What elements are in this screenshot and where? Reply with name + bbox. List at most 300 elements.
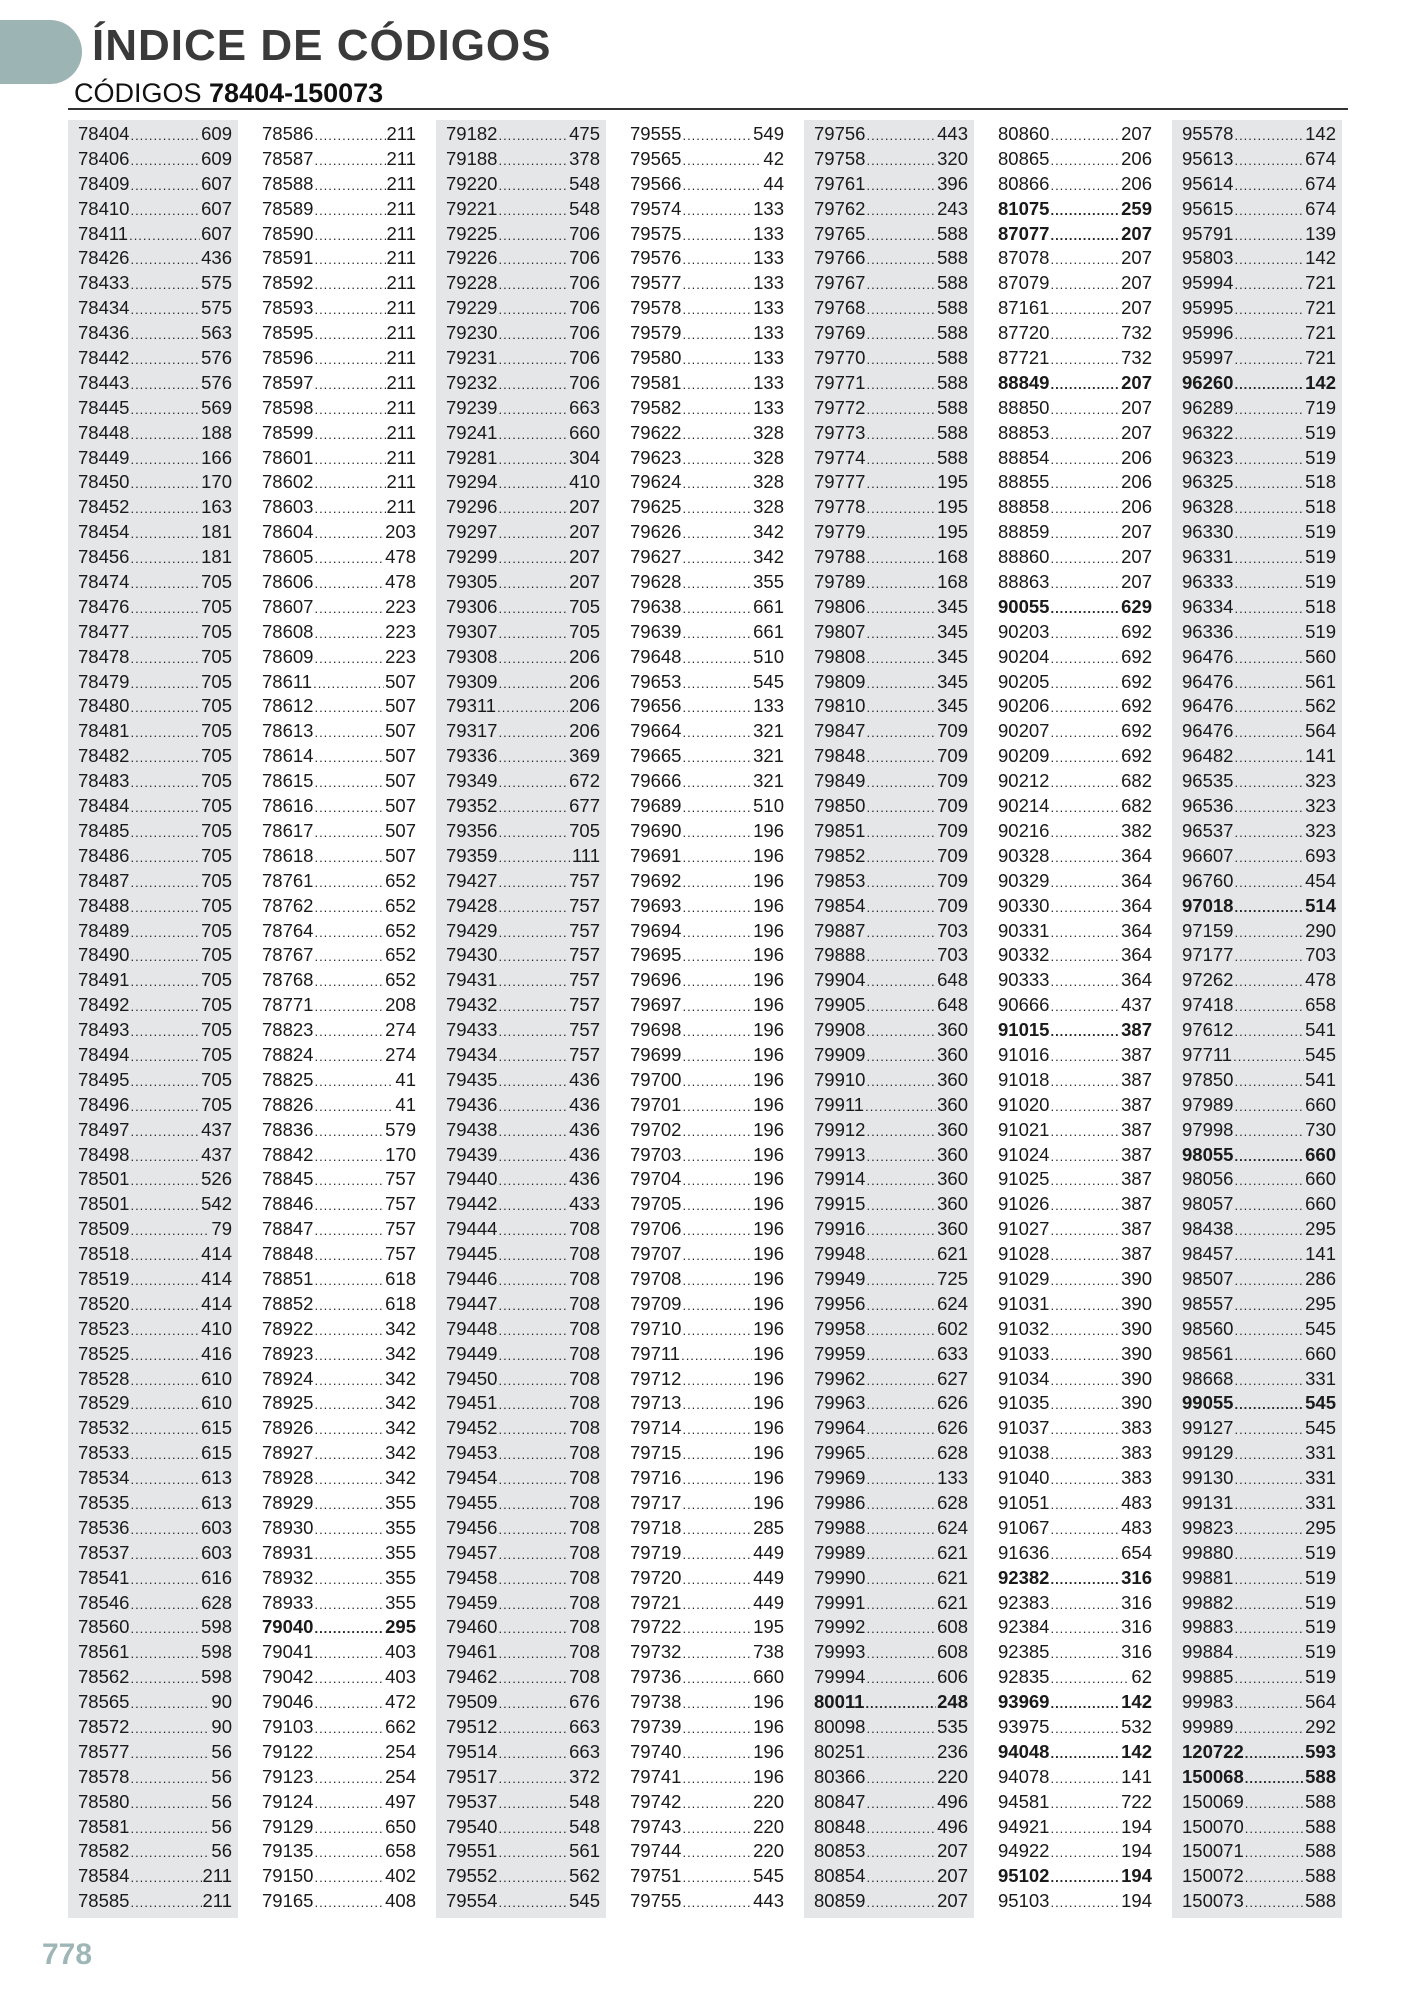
entry-page: 387 — [1121, 1093, 1152, 1115]
entry-code: 79574 — [630, 197, 682, 219]
entry-page: 211 — [386, 396, 416, 418]
entry-code: 78495 — [78, 1068, 130, 1090]
entry-page: 387 — [1121, 1118, 1152, 1140]
entry-leader-dots — [682, 522, 752, 547]
index-entry — [252, 819, 422, 844]
index-entry — [620, 470, 790, 495]
index-entry — [436, 794, 606, 819]
entry-page: 142 — [1121, 1691, 1152, 1713]
entry-code: 78598 — [262, 396, 314, 418]
entry-page: 437 — [1121, 994, 1152, 1016]
entry-leader-dots — [866, 1642, 936, 1667]
index-entry — [988, 1167, 1158, 1192]
entry-code: 79956 — [814, 1292, 866, 1314]
index-entry — [804, 1566, 974, 1591]
entry-page: 436 — [569, 1093, 600, 1115]
entry-page: 705 — [201, 720, 232, 742]
entry-leader-dots — [130, 945, 200, 970]
entry-code: 78847 — [262, 1218, 314, 1240]
entry-leader-dots — [866, 398, 936, 423]
entry-code: 91038 — [998, 1442, 1050, 1464]
entry-leader-dots — [130, 1269, 200, 1294]
entry-leader-dots — [682, 1020, 752, 1045]
entry-page: 507 — [385, 844, 416, 866]
entry-code: 79740 — [630, 1740, 682, 1762]
entry-code: 79306 — [446, 595, 498, 617]
index-entry — [1172, 1367, 1342, 1392]
entry-page: 79 — [211, 1218, 232, 1240]
index-entry — [620, 1516, 790, 1541]
entry-code: 91026 — [998, 1193, 1050, 1215]
entry-page: 360 — [937, 1193, 968, 1215]
index-entry — [1172, 645, 1342, 670]
entry-page: 560 — [1305, 645, 1336, 667]
entry-page: 629 — [1121, 595, 1152, 617]
entry-leader-dots — [1050, 672, 1120, 697]
index-entry — [988, 1391, 1158, 1416]
entry-page: 323 — [1305, 770, 1336, 792]
entry-code: 78532 — [78, 1417, 130, 1439]
entry-code: 80865 — [998, 147, 1050, 169]
entry-page: 133 — [753, 396, 784, 418]
entry-page: 676 — [569, 1691, 600, 1713]
index-entry — [436, 1815, 606, 1840]
entry-page: 648 — [937, 969, 968, 991]
entry-page: 549 — [753, 123, 784, 144]
index-entry — [252, 122, 422, 147]
entry-page: 588 — [1305, 1890, 1336, 1912]
index-entry — [804, 769, 974, 794]
entry-code: 78825 — [262, 1068, 314, 1090]
entry-leader-dots — [866, 1841, 936, 1866]
entry-leader-dots — [1050, 1543, 1120, 1568]
entry-code: 79452 — [446, 1417, 498, 1439]
entry-page: 706 — [569, 297, 600, 319]
index-entry — [804, 919, 974, 944]
entry-leader-dots — [682, 672, 752, 697]
entry-page: 170 — [385, 1143, 416, 1165]
entry-code: 79693 — [630, 894, 682, 916]
entry-code: 78481 — [78, 720, 130, 742]
entry-page: 328 — [753, 421, 784, 443]
entry-code: 78561 — [78, 1641, 130, 1663]
index-entry — [804, 1765, 974, 1790]
entry-page: 588 — [937, 297, 968, 319]
entry-leader-dots — [866, 522, 936, 547]
entry-leader-dots — [866, 1418, 936, 1443]
entry-page: 624 — [937, 1292, 968, 1314]
entry-leader-dots — [130, 1617, 200, 1642]
entry-leader-dots — [1050, 1443, 1120, 1468]
entry-page: 321 — [753, 720, 784, 742]
entry-page: 207 — [1121, 272, 1152, 294]
entry-code: 80098 — [814, 1716, 866, 1737]
index-entry — [1172, 844, 1342, 869]
entry-code: 91016 — [998, 1043, 1050, 1065]
index-entry — [620, 645, 790, 670]
index-entry — [804, 321, 974, 346]
entry-code: 78923 — [262, 1342, 314, 1364]
entry-page: 757 — [569, 1019, 600, 1041]
entry-page: 323 — [1305, 819, 1336, 841]
entry-page: 545 — [1305, 1392, 1336, 1414]
entry-leader-dots — [1234, 273, 1304, 298]
entry-page: 196 — [753, 894, 784, 916]
entry-code: 78933 — [262, 1591, 314, 1613]
entry-leader-dots — [682, 1070, 752, 1095]
entry-leader-dots — [130, 1319, 200, 1344]
index-entry — [804, 1441, 974, 1466]
index-entry — [68, 1118, 238, 1143]
entry-page: 194 — [1121, 1815, 1152, 1837]
index-entry — [804, 794, 974, 819]
entry-page: 437 — [201, 1118, 232, 1140]
entry-code: 78565 — [78, 1691, 130, 1713]
index-entry — [436, 1192, 606, 1217]
entry-page: 274 — [385, 1043, 416, 1065]
entry-page: 569 — [201, 396, 232, 418]
index-entry — [620, 222, 790, 247]
entry-leader-dots — [866, 1145, 936, 1170]
entry-leader-dots — [1050, 1593, 1120, 1618]
entry-page: 181 — [201, 521, 232, 543]
entry-page: 211 — [386, 471, 416, 493]
entry-page: 703 — [937, 944, 968, 966]
index-entry — [1172, 1267, 1342, 1292]
entry-page: 654 — [1121, 1541, 1152, 1563]
entry-leader-dots — [1234, 696, 1304, 721]
entry-leader-dots — [130, 497, 200, 522]
entry-code: 78595 — [262, 322, 314, 344]
entry-page: 661 — [753, 595, 784, 617]
index-entry — [620, 1491, 790, 1516]
index-entry — [1172, 968, 1342, 993]
index-entry — [988, 172, 1158, 197]
index-entry — [804, 1790, 974, 1815]
entry-page: 196 — [753, 1292, 784, 1314]
entry-leader-dots — [314, 821, 384, 846]
entry-code: 79434 — [446, 1043, 498, 1065]
page-number: 778 — [42, 1938, 93, 1971]
index-entry — [1172, 1192, 1342, 1217]
entry-code: 78489 — [78, 919, 130, 941]
entry-leader-dots — [1234, 597, 1304, 622]
entry-code: 78926 — [262, 1417, 314, 1439]
entry-page: 545 — [569, 1890, 600, 1912]
entry-page: 610 — [201, 1392, 232, 1414]
entry-page: 705 — [201, 894, 232, 916]
entry-code: 98560 — [1182, 1317, 1234, 1339]
entry-leader-dots — [1234, 1493, 1304, 1518]
entry-page: 211 — [386, 446, 416, 468]
entry-page: 518 — [1305, 595, 1336, 617]
entry-leader-dots — [1234, 796, 1304, 821]
entry-code: 96336 — [1182, 620, 1234, 642]
entry-page: 206 — [569, 695, 600, 717]
index-entry — [804, 1143, 974, 1168]
entry-page: 588 — [937, 272, 968, 294]
entry-code: 79447 — [446, 1292, 498, 1314]
entry-code: 78591 — [262, 247, 314, 269]
subtitle-range: 78404-150073 — [209, 78, 384, 108]
entry-code: 92383 — [998, 1591, 1050, 1613]
entry-page: 211 — [386, 322, 416, 344]
entry-code: 97850 — [1182, 1068, 1234, 1090]
index-entry — [436, 197, 606, 222]
index-entry — [252, 1167, 422, 1192]
entry-page: 133 — [753, 695, 784, 717]
entry-leader-dots — [682, 273, 752, 298]
entry-leader-dots — [1234, 1120, 1304, 1145]
index-entry — [620, 172, 790, 197]
entry-leader-dots — [314, 796, 384, 821]
entry-code: 78410 — [78, 197, 130, 219]
index-entry — [68, 246, 238, 271]
entry-page: 141 — [1305, 745, 1336, 767]
index-entry — [620, 147, 790, 172]
entry-leader-dots — [1050, 1269, 1120, 1294]
index-entry — [804, 1591, 974, 1616]
index-entry — [68, 694, 238, 719]
entry-code: 90205 — [998, 670, 1050, 692]
entry-page: 211 — [386, 197, 416, 219]
entry-page: 408 — [385, 1890, 416, 1912]
index-entry — [436, 1292, 606, 1317]
entry-code: 79221 — [446, 197, 498, 219]
index-entry — [988, 719, 1158, 744]
index-entry — [988, 943, 1158, 968]
entry-code: 79702 — [630, 1118, 682, 1140]
entry-page: 139 — [1305, 222, 1336, 244]
entry-code: 79788 — [814, 546, 866, 568]
entry-page: 507 — [385, 670, 416, 692]
index-entry — [1172, 1690, 1342, 1715]
entry-code: 99885 — [1182, 1666, 1234, 1688]
entry-page: 705 — [569, 819, 600, 841]
index-column-5 — [804, 120, 974, 1918]
entry-leader-dots — [682, 1369, 752, 1394]
entry-leader-dots — [498, 945, 568, 970]
entry-page: 660 — [1305, 1093, 1336, 1115]
entry-leader-dots — [498, 1319, 568, 1344]
entry-page: 220 — [753, 1790, 784, 1812]
entry-leader-dots — [498, 1269, 568, 1294]
entry-page: 259 — [1121, 197, 1152, 219]
entry-leader-dots — [314, 174, 385, 199]
entry-code: 78492 — [78, 994, 130, 1016]
entry-page: 211 — [386, 123, 416, 144]
entry-code: 79305 — [446, 571, 498, 593]
index-entry — [68, 520, 238, 545]
entry-page: 703 — [937, 919, 968, 941]
entry-page: 721 — [1305, 272, 1336, 294]
entry-code: 91027 — [998, 1218, 1050, 1240]
entry-leader-dots — [1050, 1369, 1120, 1394]
index-entry — [804, 520, 974, 545]
entry-leader-dots — [130, 796, 200, 821]
entry-page: 321 — [753, 745, 784, 767]
entry-page: 708 — [569, 1417, 600, 1439]
entry-code: 98561 — [1182, 1342, 1234, 1364]
entry-leader-dots — [866, 597, 936, 622]
entry-leader-dots — [130, 1891, 201, 1916]
index-entry — [804, 371, 974, 396]
entry-code: 78852 — [262, 1292, 314, 1314]
index-entry — [620, 246, 790, 271]
entry-leader-dots — [682, 1866, 752, 1891]
entry-code: 79904 — [814, 969, 866, 991]
entry-leader-dots — [1050, 1095, 1120, 1120]
entry-leader-dots — [1233, 1045, 1304, 1070]
index-entry — [1172, 147, 1342, 172]
index-entry — [804, 1665, 974, 1690]
entry-code: 92384 — [998, 1616, 1050, 1638]
index-entry — [68, 919, 238, 944]
index-entry — [620, 1466, 790, 1491]
entry-leader-dots — [498, 1120, 568, 1145]
entry-leader-dots — [130, 696, 200, 721]
entry-leader-dots — [1234, 821, 1304, 846]
entry-page: 663 — [569, 1716, 600, 1737]
entry-code: 79810 — [814, 695, 866, 717]
index-entry — [436, 1441, 606, 1466]
entry-code: 91015 — [998, 1019, 1050, 1041]
entry-page: 705 — [201, 844, 232, 866]
index-entry — [436, 346, 606, 371]
entry-page: 342 — [385, 1342, 416, 1364]
entry-code: 79994 — [814, 1666, 866, 1688]
index-entry — [804, 968, 974, 993]
entry-leader-dots — [866, 199, 936, 224]
entry-page: 211 — [386, 272, 416, 294]
entry-leader-dots — [314, 1692, 384, 1717]
index-entry — [252, 894, 422, 919]
index-entry — [436, 1466, 606, 1491]
entry-leader-dots — [1050, 174, 1120, 199]
entry-page: 621 — [937, 1591, 968, 1613]
index-entry — [68, 620, 238, 645]
entry-page: 609 — [201, 123, 232, 144]
entry-leader-dots — [682, 1219, 752, 1244]
index-entry — [436, 670, 606, 695]
index-entry — [804, 1217, 974, 1242]
entry-leader-dots — [1245, 1841, 1304, 1866]
entry-page: 443 — [753, 1890, 784, 1912]
entry-code: 78614 — [262, 745, 314, 767]
entry-code: 79986 — [814, 1491, 866, 1513]
entry-code: 78925 — [262, 1392, 314, 1414]
index-entry — [436, 1591, 606, 1616]
entry-code: 79665 — [630, 745, 682, 767]
index-entry — [252, 844, 422, 869]
entry-code: 90332 — [998, 944, 1050, 966]
index-entry — [252, 595, 422, 620]
index-entry — [252, 1516, 422, 1541]
entry-page: 133 — [753, 322, 784, 344]
entry-page: 732 — [1121, 322, 1152, 344]
index-entry — [1172, 1765, 1342, 1790]
index-entry — [68, 1615, 238, 1640]
index-entry — [1172, 620, 1342, 645]
entry-leader-dots — [130, 1045, 200, 1070]
entry-code: 78590 — [262, 222, 314, 244]
entry-leader-dots — [130, 1169, 200, 1194]
entry-leader-dots — [682, 1244, 752, 1269]
entry-code: 96323 — [1182, 446, 1234, 468]
index-entry — [436, 470, 606, 495]
index-entry — [988, 470, 1158, 495]
entry-page: 196 — [753, 919, 784, 941]
entry-leader-dots — [1050, 1319, 1120, 1344]
entry-leader-dots — [498, 497, 568, 522]
entry-page: 757 — [569, 994, 600, 1016]
entry-code: 96328 — [1182, 496, 1234, 518]
index-entry — [68, 1043, 238, 1068]
entry-leader-dots — [682, 1120, 752, 1145]
entry-code: 99880 — [1182, 1541, 1234, 1563]
page-subtitle — [74, 78, 383, 108]
entry-page: 660 — [569, 421, 600, 443]
entry-code: 79777 — [814, 471, 866, 493]
entry-page: 705 — [201, 795, 232, 817]
index-entry — [620, 520, 790, 545]
index-entry — [68, 744, 238, 769]
entry-leader-dots — [498, 1045, 568, 1070]
entry-leader-dots — [314, 1269, 384, 1294]
entry-code: 79575 — [630, 222, 682, 244]
entry-leader-dots — [1245, 1742, 1304, 1767]
entry-leader-dots — [1050, 871, 1120, 896]
index-entry — [804, 197, 974, 222]
entry-page: 621 — [937, 1541, 968, 1563]
index-entry — [1172, 744, 1342, 769]
index-entry — [804, 396, 974, 421]
entry-page: 588 — [1305, 1815, 1336, 1837]
entry-page: 721 — [1305, 297, 1336, 319]
index-entry — [988, 271, 1158, 296]
entry-code: 78616 — [262, 795, 314, 817]
entry-code: 79948 — [814, 1243, 866, 1265]
entry-code: 79714 — [630, 1417, 682, 1439]
index-column-7 — [1172, 120, 1342, 1918]
entry-code: 97018 — [1182, 894, 1234, 916]
index-entry — [1172, 1441, 1342, 1466]
entry-leader-dots — [1234, 1145, 1304, 1170]
index-entry — [68, 1068, 238, 1093]
entry-code: 95791 — [1182, 222, 1234, 244]
entry-leader-dots — [314, 1344, 384, 1369]
entry-leader-dots — [130, 1817, 210, 1842]
entry-leader-dots — [866, 1518, 936, 1543]
index-entry — [252, 1889, 422, 1914]
entry-leader-dots — [130, 373, 200, 398]
entry-page: 608 — [937, 1616, 968, 1638]
entry-code: 79427 — [446, 869, 498, 891]
entry-page: 320 — [937, 147, 968, 169]
entry-code: 79460 — [446, 1616, 498, 1638]
index-entry — [988, 1342, 1158, 1367]
index-entry — [68, 1317, 238, 1342]
entry-leader-dots — [314, 323, 385, 348]
index-entry — [988, 371, 1158, 396]
entry-code: 79732 — [630, 1641, 682, 1663]
entry-code: 78433 — [78, 272, 130, 294]
entry-code: 79911 — [814, 1093, 865, 1115]
entry-page: 709 — [937, 819, 968, 841]
entry-page: 355 — [385, 1541, 416, 1563]
index-entry — [1172, 1864, 1342, 1889]
entry-leader-dots — [1050, 846, 1120, 871]
